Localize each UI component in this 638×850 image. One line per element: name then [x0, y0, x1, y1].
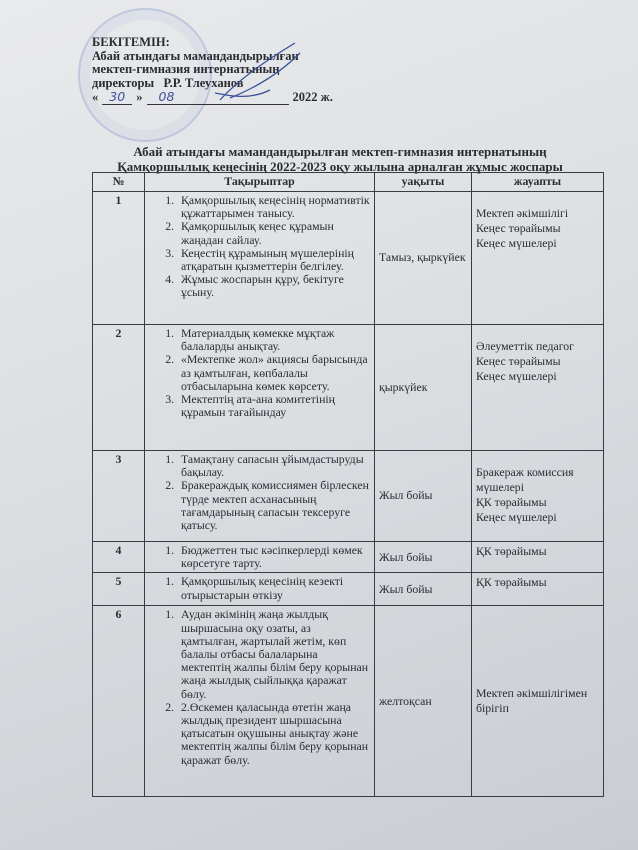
row-topics: [145, 606, 375, 797]
row-responsible: [472, 606, 604, 797]
row-time: Жыл бойы: [375, 542, 472, 573]
title-line: Қамқоршылық кеңесінің 2022-2023 оқу жылына арналған жұмыс жоспары: [117, 159, 563, 174]
responsible-item: ҚК төрайымы: [476, 575, 547, 590]
row-number: 4: [93, 542, 145, 573]
row-responsible: [472, 451, 604, 542]
responsible-item: Кеңес төрайымы: [476, 221, 561, 235]
header-topics: Тақырыптар: [145, 173, 375, 192]
approval-line: мектеп-гимназия интернатының: [92, 62, 280, 76]
date-day: 30: [102, 90, 132, 105]
responsible-item: ҚК төрайымы: [476, 544, 547, 558]
topic-item: 1. Тамақтану сапасын ұйымдастыруды бақылау.: [177, 453, 370, 479]
row-responsible: [472, 192, 604, 325]
table-row: [93, 192, 604, 325]
responsible-item: Кеңес мүшелері: [476, 369, 557, 383]
responsible-item: ҚК төрайымы: [476, 495, 547, 509]
topic-item: 2. Бракераждық комиссиямен бірлескен түрде мектеп асханасының тағамдарының сапасын тексеруге қатысу.: [177, 479, 370, 532]
signature: [200, 38, 310, 108]
row-number: 6: [93, 606, 145, 797]
responsible-item: Мектеп әкімшілігі: [476, 206, 569, 220]
approval-line: Абай атындағы мамандандырылған: [92, 48, 299, 63]
topic-item: 1. Қамқоршылық кеңесінің кезекті отырыстарын өткізу: [177, 575, 370, 601]
quote: «: [92, 90, 99, 104]
row-responsible: [472, 542, 604, 573]
header-responsible: жауапты: [472, 173, 604, 192]
responsible-item: Әлеуметтік педагог: [476, 339, 574, 353]
date-year: 2022 ж.: [292, 90, 333, 104]
row-time: желтоқсан: [375, 606, 472, 797]
row-time: Жыл бойы: [375, 451, 472, 542]
topic-item: 1. Қамқоршылық кеңесінің нормативтік құжаттарымен танысу.: [177, 194, 370, 220]
row-time: қыркүйек: [375, 325, 472, 451]
approval-director: директоры Р.Р. Тлеуханов: [92, 75, 244, 90]
date-month: 08: [147, 90, 289, 105]
responsible-item: Мектеп әкімшілігімен бірігіп: [476, 686, 588, 716]
approval-heading: БЕКІТЕМІН:: [92, 35, 170, 49]
header-num: №: [93, 173, 145, 192]
work-plan-table: [92, 172, 604, 797]
table-row: [93, 573, 604, 606]
quote: »: [136, 90, 143, 104]
row-time: Жыл бойы: [375, 573, 472, 606]
row-topics: [145, 573, 375, 606]
responsible-item: Бракераж комиссия мүшелері: [476, 465, 574, 494]
row-responsible: [472, 325, 604, 451]
topic-item: 2. Қамқоршылық кеңес құрамын жаңадан сайлау.: [177, 220, 370, 246]
row-topics: [145, 542, 375, 573]
responsible-item: Кеңес мүшелері: [476, 236, 557, 250]
topic-item: 3. Мектептің ата-ана комитетінің құрамын тағайындау: [177, 393, 370, 419]
row-responsible: [472, 573, 604, 606]
responsible-item: Кеңес мүшелері: [476, 510, 557, 524]
table-row: [93, 606, 604, 797]
topic-item: 1. Материалдық көмекке мұқтаж балаларды анықтау.: [177, 327, 370, 353]
document-title: [100, 144, 580, 174]
row-time: Тамыз, қыркүйек: [375, 192, 472, 325]
row-topics: [145, 451, 375, 542]
topic-item: 4. Жұмыс жоспарын құру, бекітуге ұсыну.: [177, 273, 370, 299]
header-time: уақыты: [375, 173, 472, 192]
row-topics: [145, 325, 375, 451]
topic-item: 1. Бюджеттен тыс кәсіпкерлерді көмек көрсетуге тарту.: [177, 544, 370, 570]
topic-item: 2. 2.Өскемен қаласында өтетін жаңа жылдық президент шыршасына қатысатын оқушыны анықтау және мектептің жалпы білім беру қорынан қаражат бөлу.: [177, 701, 370, 767]
table-row: [93, 325, 604, 451]
topic-item: 1. Аудан әкімінің жаңа жылдық шыршасына оқу озаты, аз қамтылған, жартылай жетім, көп балалы отбасы балаларына мектептің жалпы білім беру қорынан жаңа жылдық сыйлыққа қаражат бөлу.: [177, 608, 370, 700]
row-number: 3: [93, 451, 145, 542]
topic-item: 3. Кеңестің құрамының мүшелерінің атқаратын қызметтерін белгілеу.: [177, 247, 370, 273]
table-row: [93, 542, 604, 573]
row-number: 5: [93, 573, 145, 606]
row-number: 2: [93, 325, 145, 451]
row-number: 1: [93, 192, 145, 325]
row-topics: [145, 192, 375, 325]
table-row: [93, 451, 604, 542]
responsible-item: Кеңес төрайымы: [476, 354, 561, 368]
table-header: [93, 173, 604, 192]
title-line: Абай атындағы мамандандырылған мектеп-гимназия интернатының: [133, 144, 547, 159]
topic-item: 2. «Мектепке жол» акциясы барысында аз қамтылған, көпбалалы отбасыларына көмек көрсету.: [177, 353, 370, 393]
